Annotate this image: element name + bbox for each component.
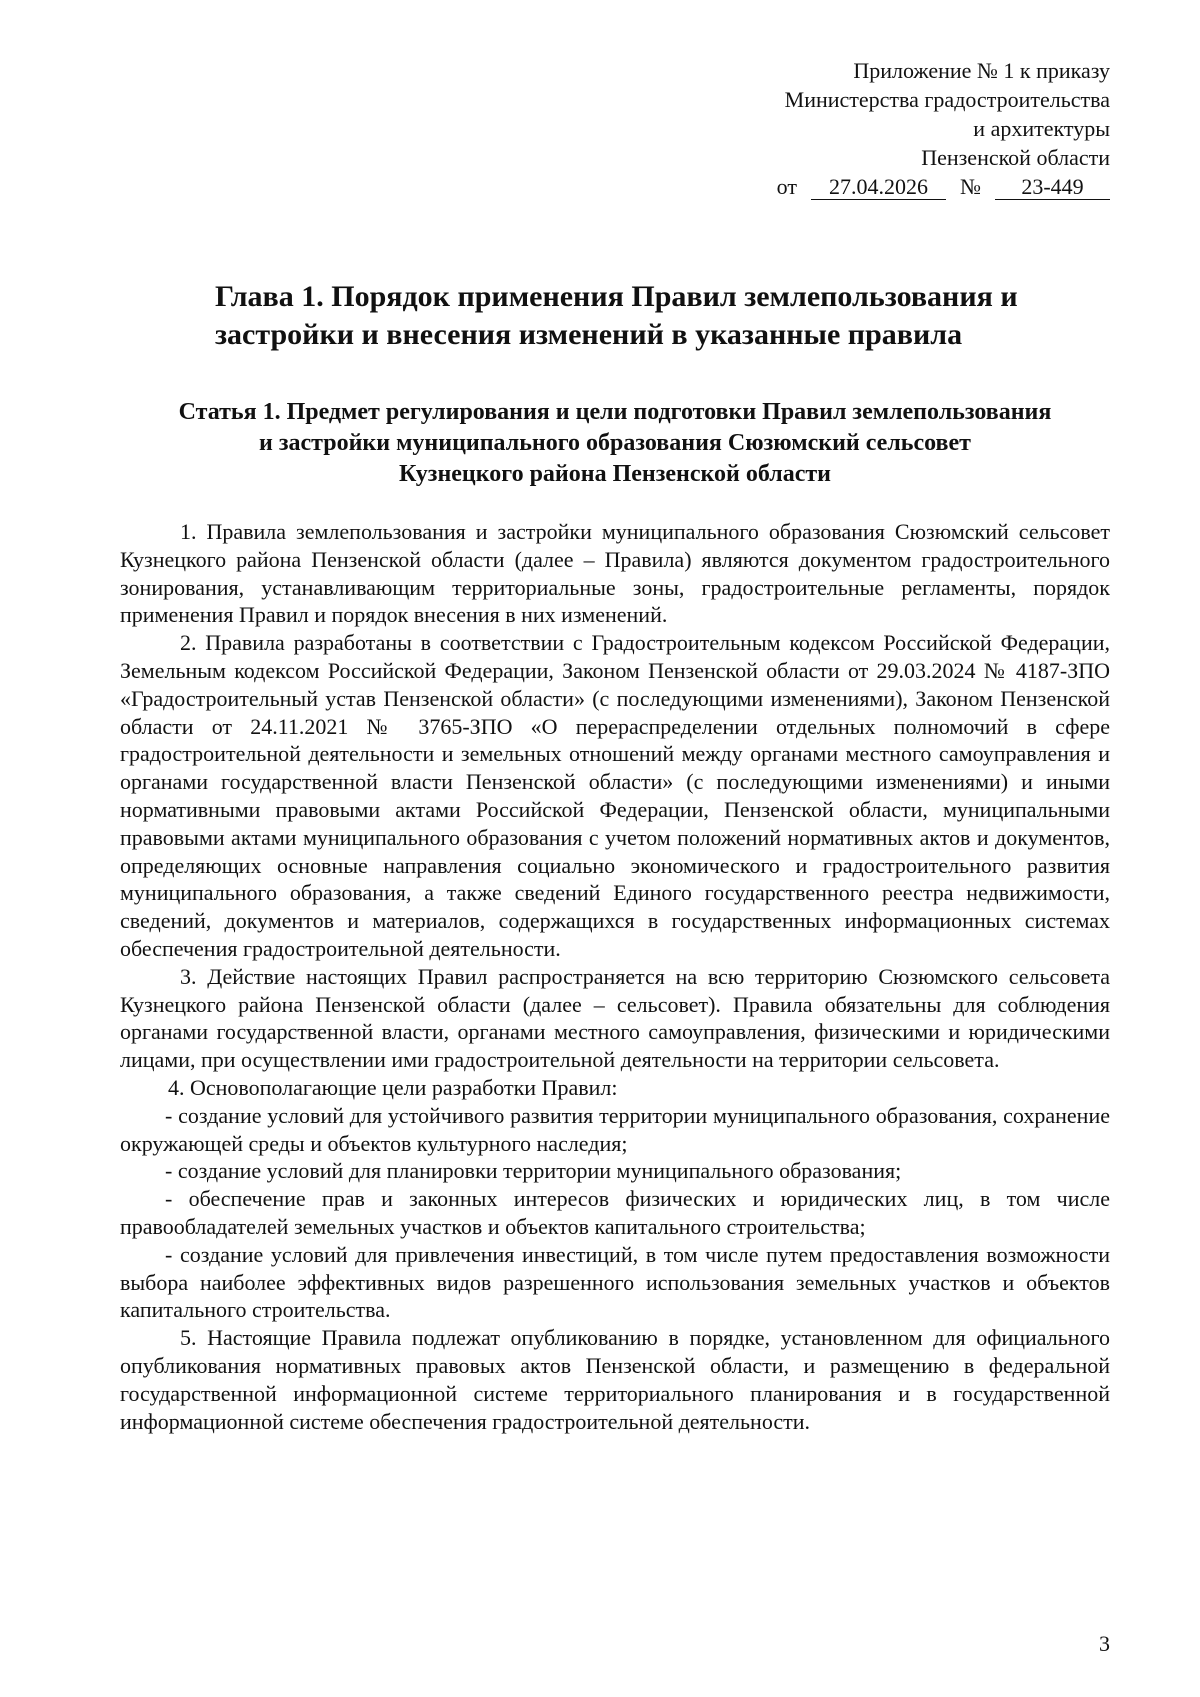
article-body <box>120 518 1110 1435</box>
goal-item-1: - создание условий для устойчивого развития территории муниципального образования, сохранение окружающей среды и объектов культурного наследия; <box>120 1102 1110 1156</box>
appendix-line-3: и архитектуры <box>973 116 1110 141</box>
appendix-line-2: Министерства градостроительства <box>784 87 1110 112</box>
paragraph-1: 1. Правила землепользования и застройки муниципального образования Сюзюмский сельсовет Кузнецкого района Пензенской области (далее – Правила) являются документом градостроительного зонирования, устанавливающим территориальные зоны, градостроительные регламенты, порядок применения Правил и порядок внесения в них изменений. <box>120 519 1110 628</box>
article-title <box>120 397 1110 490</box>
chapter-title-line-2: застройки и внесения изменений в указанные правила <box>215 318 963 351</box>
goal-item-3: - обеспечение прав и законных интересов физических и юридических лиц, в том числе правообладателей земельных участков и объектов капитального строительства; <box>120 1186 1110 1239</box>
paragraph-5: 5. Настоящие Правила подлежат опубликованию в порядке, установленном для официального опубликования нормативных правовых актов Пензенской области, и размещению в федеральной государственной информационной системе территориального планирования и в государственной информационной системе обеспечения градостроительной деятельности. <box>120 1325 1110 1434</box>
paragraph-2: 2. Правила разработаны в соответствии с Градостроительным кодексом Российской Федерации, Земельным кодексом Российской Федерации, Законом Пензенской области от 29.03.2024 № 4187-ЗПО «Градостроительный устав Пензенской области» (с последующими изменениями), Законом Пензенской области от 24.11.2021 № 3765-ЗПО «О перераспределении отдельных полномочий в сфере градостроительной деятельности и земельных отношений между органами местного самоуправления и органами государственной власти Пензенской области» (с последующими изменениями) и иными нормативными правовыми актами Российской Федерации, Пензенской области, муниципальными правовыми актами муниципального образования с учетом положений нормативных актов и документов, определяющих основные направления социально экономического и градостроительного развития муниципального образования, а также сведений Единого государственного реестра недвижимости, сведений, документов и материалов, содержащихся в государственных информационных системах обеспечения градостроительной деятельности. <box>120 630 1110 961</box>
order-date: 27.04.2026 <box>811 175 946 200</box>
goal-item-4: - создание условий для привлечения инвестиций, в том числе путем предоставления возможности выбора наиболее эффективных видов разрешенного использования земельных участков и объектов капитального строительства. <box>120 1241 1110 1323</box>
number-label: № <box>960 174 981 199</box>
article-title-line-3: Кузнецкого района Пензенской области <box>399 461 831 487</box>
goal-item-2: - создание условий для планировки территории муниципального образования; <box>165 1158 902 1184</box>
appendix-header <box>777 56 1110 201</box>
chapter-title-line-1: Глава 1. Порядок применения Правил землепользования и <box>215 280 1018 313</box>
appendix-line-1: Приложение № 1 к приказу <box>853 58 1110 83</box>
page-number: 3 <box>1099 1631 1110 1656</box>
appendix-line-4: Пензенской области <box>921 145 1110 170</box>
paragraph-4: 4. Основополагающие цели разработки Правил: <box>168 1074 618 1100</box>
from-label: от <box>776 174 797 199</box>
chapter-title <box>170 278 1110 354</box>
order-number: 23-449 <box>995 175 1110 200</box>
article-title-line-1: Статья 1. Предмет регулирования и цели подготовки Правил землепользования <box>178 399 1052 425</box>
article-title-line-2: и застройки муниципального образования Сюзюмский сельсовет <box>259 430 971 456</box>
order-date-number <box>777 172 1110 201</box>
paragraph-3: 3. Действие настоящих Правил распространяется на всю территорию Сюзюмского сельсовета Кузнецкого района Пензенской области (далее – сельсовет). Правила обязательны для соблюдения органами государственной власти, органами местного самоуправления, физическими и юридическими лицами, при осуществлении ими градостроительной деятельности на территории сельсовета. <box>120 963 1110 1073</box>
